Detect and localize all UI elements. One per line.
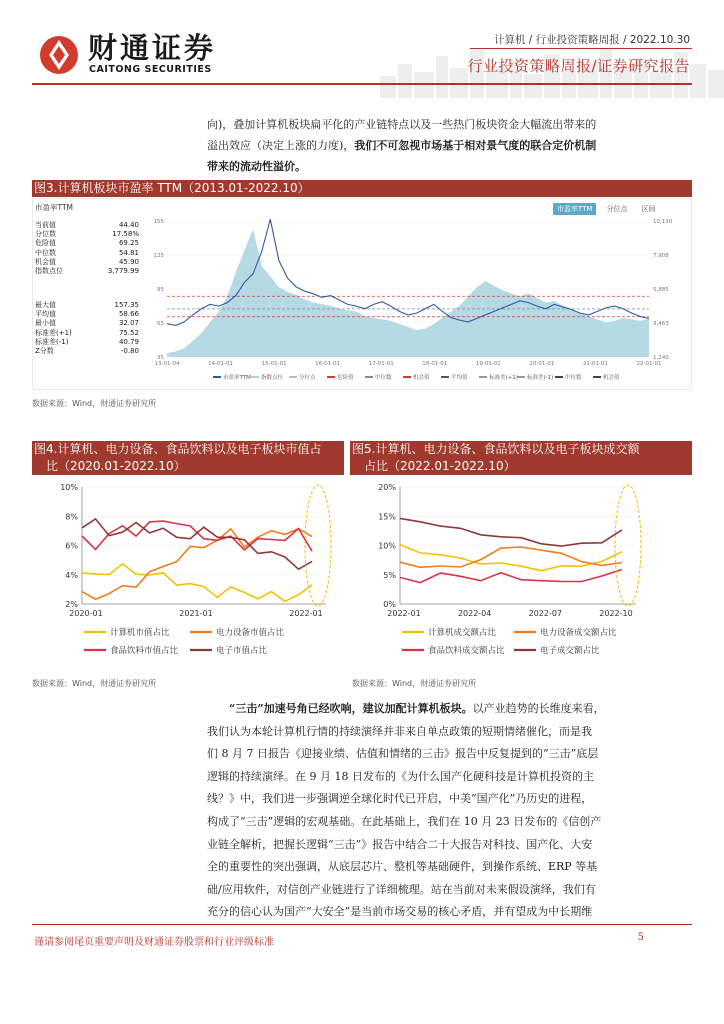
stat-row: 标准差(-1) 40.79 <box>35 337 139 346</box>
series-line <box>82 519 312 569</box>
series-line <box>82 564 312 601</box>
fig4-title-l2: 比（2020.01-2022.10） <box>46 459 186 473</box>
fig5-title-bar <box>350 441 692 475</box>
fig3-stats-bottom <box>35 301 139 356</box>
stat-row: 中位数 54.81 <box>35 248 139 257</box>
header-rule <box>32 83 692 85</box>
x-tick-label: 2022-10 <box>599 609 633 618</box>
logo-cn-text: 财通证券 <box>88 31 217 65</box>
y-right-tick-label: 10,130 <box>653 219 673 225</box>
fig4-chart <box>32 480 344 674</box>
fig3-title: 图3.计算机板块市盈率 TTM（2013.01-2022.10） <box>32 180 692 197</box>
y-right-tick-label: 5,885 <box>653 287 669 293</box>
header-rule-top <box>470 48 692 49</box>
x-tick-label: 2020-01 <box>69 609 103 618</box>
intro-line-3: 带来的流动性溢价。 <box>207 160 306 173</box>
body-line: 业链全解析，把握长逻辑“三击”》报告中结合二十大报告对科技、国产化、大安 <box>207 837 593 851</box>
legend-label: 中位数 <box>565 375 582 381</box>
legend-label: 分位点 <box>299 375 316 381</box>
body-line: 们 8 月 7 日报告《迎接业绩、估值和情绪的三击》报告中反复提到的“三击”底层 <box>207 747 599 761</box>
breadcrumb: 计算机 / 行业投资策略周报 / 2022.10.30 <box>493 34 690 46</box>
y-tick-label: 20% <box>378 483 396 492</box>
body-paragraph <box>207 698 659 924</box>
stat-row: 分位数 17.58% <box>35 230 139 239</box>
stat-row: Z分数 -0.80 <box>35 347 139 356</box>
x-tick-label: 17-01-01 <box>368 361 394 367</box>
y-tick-label: 10% <box>378 541 396 551</box>
fig3-chart-label: 市盈率TTM <box>35 203 74 212</box>
stat-row: 机会值 45.90 <box>35 257 139 266</box>
y-tick-label: 5% <box>383 570 396 580</box>
caitong-logo-icon <box>38 34 80 76</box>
legend-label: 市盈率TTM <box>223 375 251 381</box>
index-area <box>167 229 649 357</box>
y-tick-label: 6% <box>65 541 78 551</box>
body-line: 全的重要性的突出强调，从底层芯片、整机等基础硬件，到操作系统、ERP 等基 <box>207 860 598 874</box>
legend-label: 指数点位 <box>261 375 284 381</box>
y-right-tick-label: 1,240 <box>653 355 669 361</box>
body-line: 础/应用软件，对信创产业链进行了详细梳理。站在当前对未来假设演绎，我们有 <box>207 882 596 896</box>
footer-disclaimer: 谨请参阅尾页重要声明及财通证券股票和行业评级标准 <box>34 937 274 948</box>
stat-row: 平均值 58.66 <box>35 310 139 319</box>
series-line <box>400 570 622 583</box>
x-tick-label: 21-01-01 <box>582 361 608 367</box>
y-tick-label: 4% <box>65 570 78 580</box>
stat-row: 危险值 69.25 <box>35 239 139 248</box>
legend-label: 电力设备成交额占比 <box>540 628 617 638</box>
stat-row: 最小值 32.07 <box>35 319 139 328</box>
legend-label: 电子市值占比 <box>216 646 268 656</box>
y-right-tick-label: 3,463 <box>653 321 669 327</box>
y-tick-label: 2% <box>65 600 78 609</box>
legend-label: 标准差(+1) <box>489 375 518 381</box>
legend-label: 危险值 <box>337 375 354 381</box>
x-tick-label: 18-01-01 <box>422 361 448 367</box>
tab-range[interactable]: 区间 <box>641 205 656 213</box>
y-left-tick-label: 35 <box>157 355 164 361</box>
stat-row: 当前值 44.40 <box>35 221 139 229</box>
body-line: 构成了“三击”逻辑的宏观基础。在此基础上，我们在 10 月 23 日发布的《信创产 <box>207 814 602 828</box>
page-number: 5 <box>637 932 644 943</box>
y-left-tick-label: 125 <box>153 253 164 259</box>
legend-label: 电子成交额占比 <box>540 646 600 656</box>
x-tick-label: 2021-01 <box>179 609 213 618</box>
fig3-source: 数据来源：Wind，财通证券研究所 <box>32 399 157 408</box>
body-lead-bold: “三击”加速号角已经吹响，建议加配计算机板块。 <box>229 702 473 715</box>
x-tick-label: 2022-04 <box>457 609 492 618</box>
legend-label: 中位数 <box>375 375 392 381</box>
tab-percentile[interactable]: 分位点 <box>606 205 628 213</box>
fig5-chart <box>350 480 692 674</box>
x-tick-label: 16-01-01 <box>315 361 341 367</box>
legend-label: 计算机成交额占比 <box>428 628 497 638</box>
legend-label: 机会值 <box>413 375 430 381</box>
legend-label: 食品饮料成交额占比 <box>428 646 505 656</box>
fig4-title-l1: 图4.计算机、电力设备、食品饮料以及电子板块市值占 <box>34 442 322 456</box>
intro-line-2: 溢出效应（决定上涨的力度)，我们不可忽视市场基于相对景气度的联合定价机制 <box>207 139 597 152</box>
series-line <box>400 518 622 546</box>
fig5-title-l1: 图5.计算机、电力设备、食品饮料以及电子板块成交额 <box>352 442 640 456</box>
x-tick-label: 2022-01 <box>387 609 421 618</box>
legend-label: 机会值 <box>603 375 620 381</box>
logo-en-text: CAITONG SECURITIES <box>89 64 212 75</box>
y-tick-label: 0% <box>383 600 396 609</box>
fig3-panel <box>32 198 692 390</box>
stat-row: 标准差(+1) 75.52 <box>35 328 139 337</box>
x-tick-label: 2022-07 <box>528 609 563 618</box>
y-tick-label: 15% <box>378 512 396 522</box>
x-tick-label: 19-01-01 <box>475 361 501 367</box>
intro-emphasis: 我们不可忽视市场基于相对景气度的联合定价机制 <box>354 139 597 152</box>
x-tick-label: 15-01-01 <box>261 361 287 367</box>
legend-label: 平均值 <box>451 375 468 381</box>
legend-label: 电力设备市值占比 <box>216 628 285 638</box>
y-left-tick-label: 95 <box>157 287 164 293</box>
fig3-chart <box>143 213 691 389</box>
body-line: 线？》中，我们进一步强调逆全球化时代已开启，中美“国产化”乃历史的进程， <box>207 792 593 806</box>
y-right-tick-label: 7,908 <box>653 253 669 259</box>
fig5-title-l2: 占比（2022.01-2022.10） <box>364 459 516 473</box>
intro-line-1: 向)，叠加计算机板块扁平化的产业链特点以及一些热门板块资金大幅流出带来的 <box>207 118 597 131</box>
legend-label: 标准差(-1) <box>527 375 554 381</box>
y-left-tick-label: 155 <box>153 219 164 225</box>
report-type: 行业投资策略周报/证券研究报告 <box>467 57 690 75</box>
fig4-source: 数据来源：Wind，财通证券研究所 <box>32 679 157 688</box>
fig3-stats-top <box>35 221 139 276</box>
footer-rule <box>32 924 692 925</box>
x-tick-label: 20-01-01 <box>529 361 555 367</box>
x-tick-label: 13-01-04 <box>154 361 180 367</box>
y-tick-label: 10% <box>60 483 78 492</box>
intro-paragraph <box>207 114 659 177</box>
legend-label: 食品饮料市值占比 <box>110 646 179 656</box>
x-tick-label: 2022-01 <box>289 609 323 618</box>
body-line: 充分的信心认为国产“大安全”是当前市场交易的核心矛盾，并有望成为中长期维 <box>207 905 593 919</box>
y-left-tick-label: 65 <box>157 321 164 327</box>
y-tick-label: 8% <box>65 512 78 522</box>
body-line: “三击”加速号角已经吹响，建议加配计算机板块。以产业趋势的长维度来看， <box>229 702 605 715</box>
x-tick-label: 14-01-01 <box>208 361 234 367</box>
stat-row: 指数点位 3,779.99 <box>35 267 139 276</box>
body-line: 逻辑的持续演绎。在 9 月 18 日发布的《为什么国产化硬科技是计算机投资的主 <box>207 769 594 783</box>
fig4-title-bar <box>32 441 344 475</box>
fig5-source: 数据来源：Wind，财通证券研究所 <box>352 679 477 688</box>
body-line: 我们认为本轮计算机行情的持续演绎并非来自单点政策的短期情绪催化，而是我 <box>207 724 592 738</box>
stat-row: 最大值 157.35 <box>35 301 139 309</box>
x-tick-label: 22-01-01 <box>636 361 662 367</box>
tab-pe[interactable]: 市盈率TTM <box>553 203 596 215</box>
legend-label: 计算机市值占比 <box>110 628 170 638</box>
